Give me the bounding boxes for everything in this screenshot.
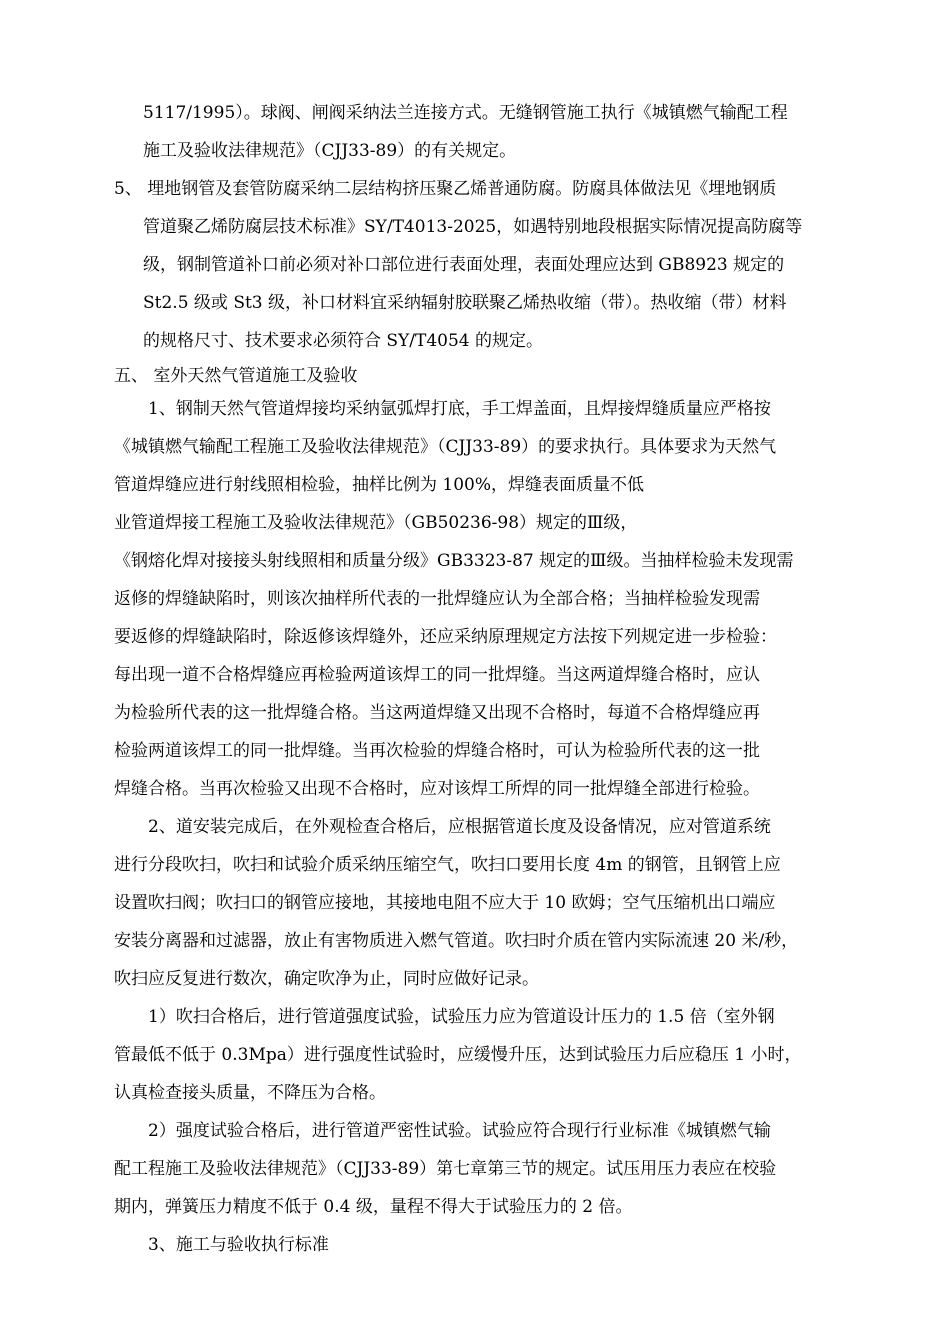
text-line: 认真检查接头质量，不降压为合格。	[114, 1083, 386, 1103]
text-line: 管道焊缝应进行射线照相检验，抽样比例为 100%，焊缝表面质量不低	[114, 475, 645, 495]
text-line: 配工程施工及验收法律规范》（CJJ33-89）第七章第三节的规定。试压用压力表应在校验	[114, 1159, 777, 1179]
text-line: 安装分离器和过滤器，放止有害物质进入燃气管道。吹扫时介质在管内实际流速 20 米/秒，	[114, 931, 799, 951]
text-line: 的规格尺寸、技术要求必须符合 SY/T4054 的规定。	[143, 331, 544, 351]
text-line: 为检验所代表的这一批焊缝合格。当这两道焊缝又出现不合格时，每道不合格焊缝应再	[114, 703, 760, 723]
text-line: 要返修的焊缝缺陷时，除返修该焊缝外，还应采纳原理规定方法按下列规定进一步检验：	[114, 627, 777, 647]
text-line: 管道聚乙烯防腐层技术标准》SY/T4013-2025，如遇特别地段根据实际情况提高防腐等	[143, 217, 803, 237]
text-line: 期内，弹簧压力精度不低于 0.4 级，量程不得大于试验压力的 2 倍。	[114, 1197, 633, 1217]
text-line: 《城镇燃气输配工程施工及验收法律规范》（CJJ33-89）的要求执行。具体要求为天然气	[114, 437, 777, 457]
paragraph-start: 2）强度试验合格后，进行管道严密性试验。试验应符合现行行业标准《城镇燃气输	[148, 1121, 771, 1141]
subsection-heading: 3、施工与验收执行标准	[148, 1235, 329, 1255]
paragraph-start: 2、道安装完成后，在外观检查合格后，应根据管道长度及设备情况，应对管道系统	[148, 817, 771, 837]
text-line: 返修的焊缝缺陷时，则该次抽样所代表的一批焊缝应认为全部合格；当抽样检验发现需	[114, 589, 760, 609]
text-line: 业管道焊接工程施工及验收法律规范》（GB50236-98）规定的Ⅲ级，	[114, 513, 638, 533]
text-line: 进行分段吹扫，吹扫和试验介质采纳压缩空气，吹扫口要用长度 4m 的钢管，且钢管上应	[114, 855, 781, 875]
text-line: 级，钢制管道补口前必须对补口部位进行表面处理，表面处理应达到 GB8923 规定的	[143, 255, 785, 275]
text-line: 管最低不低于 0.3Mpa）进行强度性试验时，应缓慢升压，达到试验压力后应稳压 1 小时，	[114, 1045, 802, 1065]
text-line: 吹扫应反复进行数次，确定吹净为止，同时应做好记录。	[114, 969, 539, 989]
text-line: St2.5 级或 St3 级，补口材料宜采纳辐射胶联聚乙烯热收缩（带）。热收缩（带）材料	[143, 293, 787, 313]
paragraph-start: 1、钢制天然气管道焊接均采纳氩弧焊打底，手工焊盖面，且焊接焊缝质量应严格按	[148, 399, 771, 419]
text-line: 《钢熔化焊对接接头射线照相和质量分级》GB3323-87 规定的Ⅲ级。当抽样检验未发现需	[114, 551, 794, 571]
text-line: 焊缝合格。当再次检验又出现不合格时，应对该焊工所焊的同一批焊缝全部进行检验。	[114, 779, 760, 799]
text-line: 检验两道该焊工的同一批焊缝。当再次检验的焊缝合格时，可认为检验所代表的这一批	[114, 741, 760, 761]
text-line: 每出现一道不合格焊缝应再检验两道该焊工的同一批焊缝。当这两道焊缝合格时，应认	[114, 665, 760, 685]
text-line: 设置吹扫阀；吹扫口的钢管应接地，其接地电阻不应大于 10 欧姆；空气压缩机出口端应	[114, 893, 776, 913]
section-heading: 五、 室外天然气管道施工及验收	[114, 366, 358, 386]
list-item-5: 5、 埋地钢管及套管防腐采纳二层结构挤压聚乙烯普通防腐。防腐具体做法见《埋地钢质	[114, 179, 777, 199]
paragraph-start: 1）吹扫合格后，进行管道强度试验，试验压力应为管道设计压力的 1.5 倍（室外钢	[148, 1007, 775, 1027]
text-line: 5117/1995）。球阀、闸阀采纳法兰连接方式。无缝钢管施工执行《城镇燃气输配工程	[143, 103, 788, 123]
text-line: 施工及验收法律规范》（CJJ33-89）的有关规定。	[143, 141, 517, 161]
